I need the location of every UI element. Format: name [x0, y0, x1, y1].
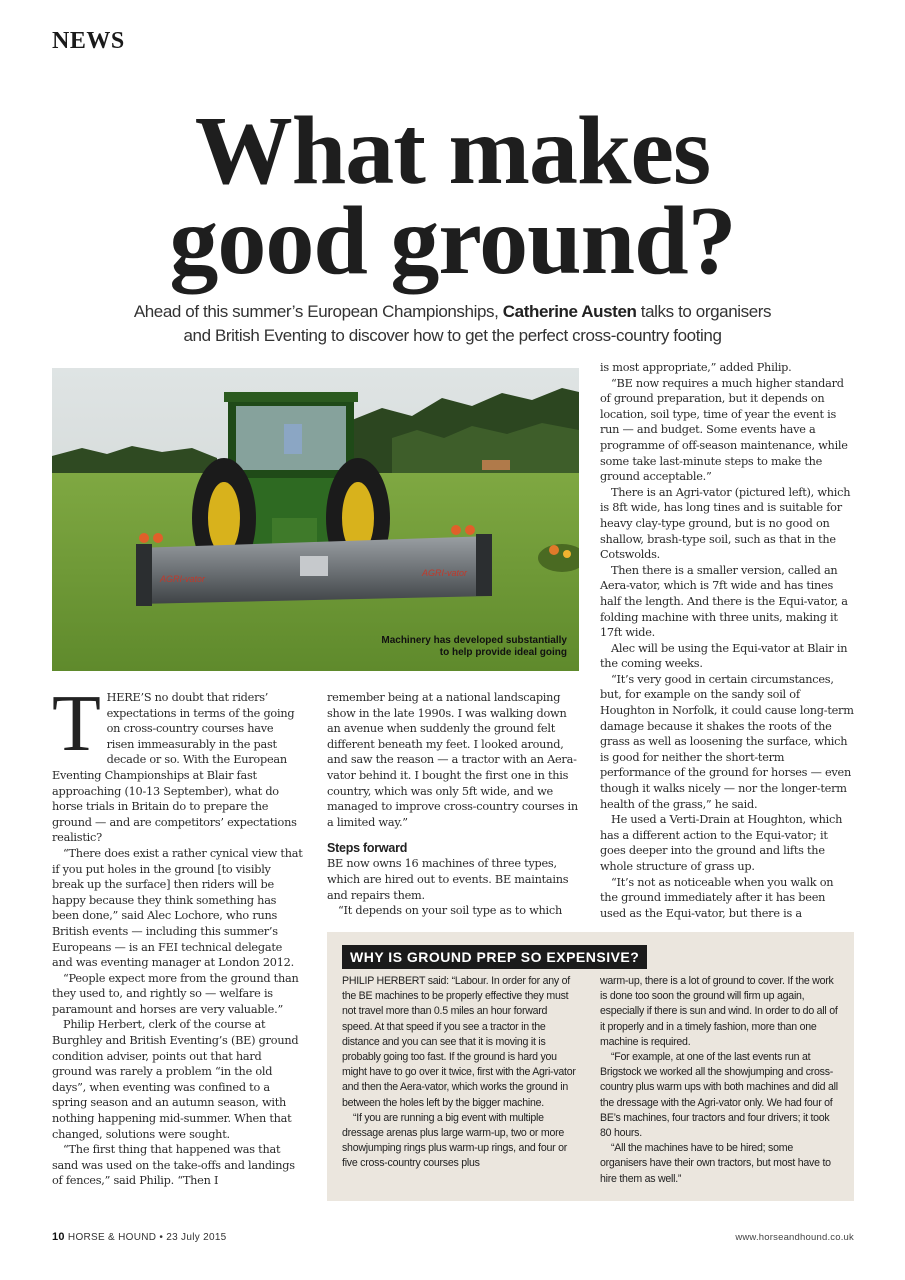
sidebar-paragraph: “All the machines have to be hired; some organisers have their own tractors, but most have to hire them as well.” [600, 1142, 831, 1185]
sidebar-paragraph: “If you are running a big event with multiple dressage arenas plus large warm-up, two or more showjumping rings plus warm-up rings, and four or five cross-country courses plus [342, 1111, 568, 1170]
article-paragraph: Then there is a smaller version, called an Aera-vator, which is 7ft wide and has tines half the length. And there is the Equi-vator, a folding machine with three units, making it 17ft wide. [600, 563, 848, 640]
article-paragraph: “BE now requires a much higher standard of ground preparation, but it depends on location, soil type, time of year the event is run — and budget. Some events have a programme of off-season maintenance, while some take last-minute steps to make the ground acceptable.” [600, 376, 848, 484]
page-footer-left [52, 1231, 227, 1243]
article-column-2 [327, 690, 579, 919]
publication-info: HORSE & HOUND • 23 July 2015 [64, 1232, 227, 1243]
headline [0, 97, 905, 295]
article-paragraph: “It’s very good in certain circumstances, but, for example on the sandy soil of Houghton in Norfolk, it could cause long-term damage because it shakes the roots of the grass as well as loosening the surface, which is good for neither the short-term performance of the ground for horses — even though it walks nicely — nor the longer-term health of the grass,” he said. [600, 672, 854, 811]
article-paragraph: “People expect more from the ground than they used to, and rightly so — welfare is paramount and horses are very valuable.” [52, 971, 299, 1016]
page-number: 10 [52, 1231, 65, 1243]
machine-brand-left: AGRI-vator [160, 574, 206, 584]
sidebar-paragraph: PHILIP HERBERT said: “Labour. In order for any of the BE machines to be properly effective they must not travel more than 0.5 miles an hour forward speed. At that speed if you see a tractor in the distance and you can see that it is moving it is probably going too fast. If the ground is hard you might have to go over it twice, first with the Agri-vator and then the Aera-vator, which works the ground in between the holes left by the bigger machine. [342, 975, 576, 1109]
article-paragraph [52, 680, 304, 846]
sidebar-box [327, 932, 854, 1201]
photo-caption-line-2: to help provide ideal going [439, 647, 567, 658]
sidebar-paragraph: warm-up, there is a lot of ground to cover. If the work is done too soon the ground will firm up again, especially if there is sun and wind. In order to do all of it properly and in a timely fashion, more than one machine is required. [600, 975, 838, 1048]
headline-line-1: What makes [194, 97, 711, 205]
article-paragraph: Alec will be using the Equi-vator at Blair in the coming weeks. [600, 641, 848, 671]
article-paragraph: BE now owns 16 machines of three types, which are hired out to events. BE maintains and repairs them. [327, 857, 569, 902]
article-paragraph: “It’s not as noticeable when you walk on the ground immediately after it has been used as the Equi-vator, but there is a [600, 875, 834, 920]
standfirst-intro: Ahead of this summer’s European Championships, [133, 302, 503, 321]
author-name: Catherine Austen [502, 302, 637, 321]
article-paragraph: “There does exist a rather cynical view that if you put holes in the ground [to visibly break up the surface] then riders will be happy because they think something has been done,” said Alec Lochore, who runs British events — including this summer’s Europeans — is an FEI technical delegate and was eventing manager at London 2012. [52, 846, 303, 970]
article-column-1 [52, 680, 304, 1189]
standfirst-cont: talks to organisers [636, 302, 772, 321]
article-column-3 [600, 360, 854, 921]
sidebar-column-2 [600, 974, 838, 1187]
machine-brand-right: AGRI-vator [422, 568, 468, 578]
standfirst-line-2: and British Eventing to discover how to get the perfect cross-country footing [183, 326, 722, 345]
article-paragraph: He used a Verti-Drain at Houghton, which has a different action to the Equi-vator; it goes deeper into the ground and lifts the whole structure of grass up. [600, 813, 843, 873]
article-paragraph: Philip Herbert, clerk of the course at Burghley and British Eventing’s (BE) ground condition adviser, points out that hard ground was rarely a problem “in the old days”, when eventing was confined to a spring season and an autumn season, with nothing happening mid-summer. When that changed, solutions were sought. [52, 1018, 299, 1141]
article-paragraph: “The first thing that happened was that sand was used on the take-offs and landings of fences,” said Philip. “Then I [52, 1143, 295, 1188]
subheading: Steps forward [327, 841, 408, 856]
photo-caption-line-1: Machinery has developed substantially [381, 635, 567, 646]
article-intro-text: HERE’S no doubt that riders’ expectations in terms of the going on cross-country courses have risen immeasurably in the past decade or so. With the European Eventing Championships at Blair fast approaching (10-13 September), what do horse trials in Britain do to prepare the ground — and are competitors’ expectations realistic? [52, 691, 297, 845]
tractor-photo-illustration [52, 368, 579, 671]
article-paragraph: is most appropriate,” added Philip. [600, 361, 792, 374]
sidebar-title: WHY IS GROUND PREP SO EXPENSIVE? [342, 945, 647, 969]
article-photo [52, 368, 579, 671]
standfirst [100, 300, 805, 348]
drop-cap: T [52, 680, 101, 768]
sidebar-column-1 [342, 974, 580, 1172]
section-label: NEWS [52, 28, 125, 54]
photo-caption [347, 635, 567, 659]
article-paragraph: remember being at a national landscaping show in the late 1990s. I was walking down an avenue when suddenly the ground felt different beneath my feet. I looked around, and saw the reason — a tractor with an Aera-vator behind it. I bought the first one in this country, which was only 5ft wide, and we managed to improve cross-country courses in a limited way.” [327, 691, 578, 829]
article-paragraph: “It depends on your soil type as to which [338, 904, 563, 918]
website-url: www.horseandhound.co.uk [735, 1232, 854, 1243]
article-paragraph: There is an Agri-vator (pictured left), which is 8ft wide, has long tines and is suitable for heavy clay-type ground, but is no good on shallow, brash-type soil, such as that in the Cotswolds. [600, 485, 851, 562]
sidebar-paragraph: “For example, at one of the last events run at Brigstock we worked all the showjumping and cross-country plus warm ups with both machines and did all the dressage with the Agri-vator only. We had four of BE’s machines, four tractors and four drivers; it took 80 hours. [600, 1051, 838, 1140]
headline-line-2: good ground? [169, 187, 736, 295]
